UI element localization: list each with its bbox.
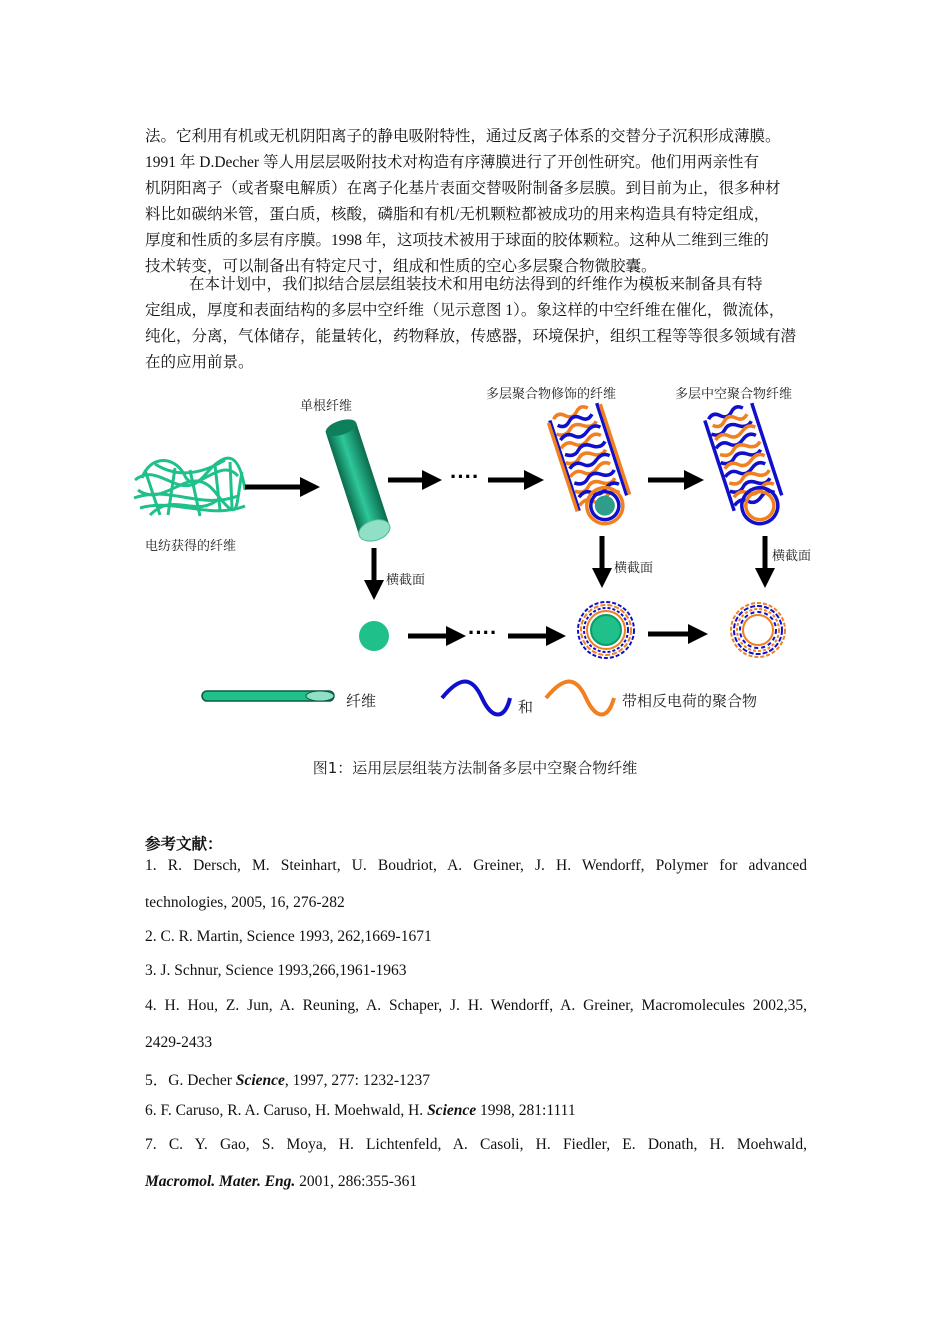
text-line: 法。它利用有机或无机阴阳离子的静电吸附特性，通过反离子体系的交替分子沉积形成薄膜。 [145, 128, 781, 145]
text-line: 在的应用前景。 [145, 354, 254, 371]
text-line: 机阴阳离子（或者聚电解质）在离子化基片表面交替吸附制备多层膜。到目前为止，很多种材 [145, 180, 781, 197]
text-line: 在本计划中，我们拟结合层层组装技术和用电纺法得到的纤维作为模板来制备具有特 [189, 276, 763, 293]
reference-item-2: 2. C. R. Martin, Science 1993, 262,1669-1671 [145, 928, 432, 945]
legend-polymer-label: 带相反电荷的聚合物 [622, 692, 758, 710]
reference-item-1-cont: technologies, 2005, 16, 276-282 [145, 894, 345, 911]
figure-svg [120, 380, 840, 730]
journal-name: Macromol. Mater. Eng. [145, 1173, 296, 1190]
cross-section-hollow [731, 603, 785, 657]
ellipsis-dots: ···· [468, 620, 498, 645]
reference-item-7: 7. C. Y. Gao, S. Moya, H. Lichtenfeld, A. Casoli, H. Fiedler, E. Donath, H. Moehwald, [145, 1136, 807, 1153]
multilayer-modified-fiber [547, 401, 636, 531]
journal-name: Science [427, 1102, 477, 1119]
paragraph-2 [145, 272, 807, 376]
label-hollow-fiber: 多层中空聚合物纤维 [675, 387, 793, 402]
reference-item-1: 1. R. Dersch, M. Steinhart, U. Boudriot, A. Greiner, J. H. Wendorff, Polymer for advanced [145, 857, 807, 874]
legend-and-label: 和 [518, 698, 534, 716]
text-line: 厚度和性质的多层有序膜。1998 年，这项技术被用于球面的胶体颗粒。这种从二维到三维的 [145, 232, 769, 249]
label-cross-section: 横截面 [772, 549, 812, 564]
text-line: 纯化，分离，气体储存，能量转化，药物释放，传感器，环境保护，组织工程等等很多领域有潜 [145, 328, 797, 345]
multilayer-hollow-fiber [704, 402, 788, 531]
legend-orange-polymer [546, 682, 614, 715]
single-fiber [324, 416, 393, 545]
cross-section-coated [578, 602, 634, 658]
ellipsis-dots: ···· [450, 464, 480, 489]
legend-blue-polymer [442, 682, 510, 715]
cross-section-solid [359, 621, 389, 651]
text-line: 定组成，厚度和表面结构的多层中空纤维（见示意图 1）。象这样的中空纤维在催化，微流体， [145, 302, 785, 319]
legend-fiber-label: 纤维 [346, 692, 377, 710]
text-line: 技术转变，可以制备出有特定尺寸，组成和性质的空心多层聚合物微胶囊。 [145, 258, 657, 275]
reference-item-5: 5．G. Decher Science, 1997, 277: 1232-1237 [145, 1072, 430, 1089]
label-multilayer-modified: 多层聚合物修饰的纤维 [486, 387, 617, 402]
figure-caption: 图1：运用层层组装方法制备多层中空聚合物纤维 [312, 759, 638, 777]
label-single-fiber: 单根纤维 [300, 399, 353, 414]
reference-item-3: 3. J. Schnur, Science 1993,266,1961-1963 [145, 962, 407, 979]
legend-fiber-symbol [202, 691, 334, 701]
references-title: 参考文献： [145, 836, 223, 853]
reference-item-4-cont: 2429-2433 [145, 1034, 213, 1051]
label-cross-section: 横截面 [386, 573, 426, 588]
journal-name: Science [235, 1072, 285, 1089]
electrospun-fiber-mesh [134, 458, 245, 516]
reference-item-7-cont: Macromol. Mater. Eng. 2001, 286:355-361 [145, 1173, 418, 1190]
schematic-figure [120, 380, 840, 730]
reference-item-4: 4. H. Hou, Z. Jun, A. Reuning, A. Schaper, J. H. Wendorff, A. Greiner, Macromolecules 2002,35, [145, 997, 807, 1014]
label-electrospun-fiber: 电纺获得的纤维 [145, 539, 237, 554]
label-cross-section: 横截面 [614, 561, 654, 576]
text-line: 1991 年 D.Decher 等人用层层吸附技术对构造有序薄膜进行了开创性研究。他们用两亲性有 [145, 154, 759, 171]
reference-item-6: 6. F. Caruso, R. A. Caruso, H. Moehwald, H. Science 1998, 281:1111 [145, 1102, 576, 1119]
paragraph-1 [145, 124, 807, 280]
text-line: 料比如碳纳米管，蛋白质，核酸，磷脂和有机/无机颗粒都被成功的用来构造具有特定组成， [145, 206, 770, 223]
